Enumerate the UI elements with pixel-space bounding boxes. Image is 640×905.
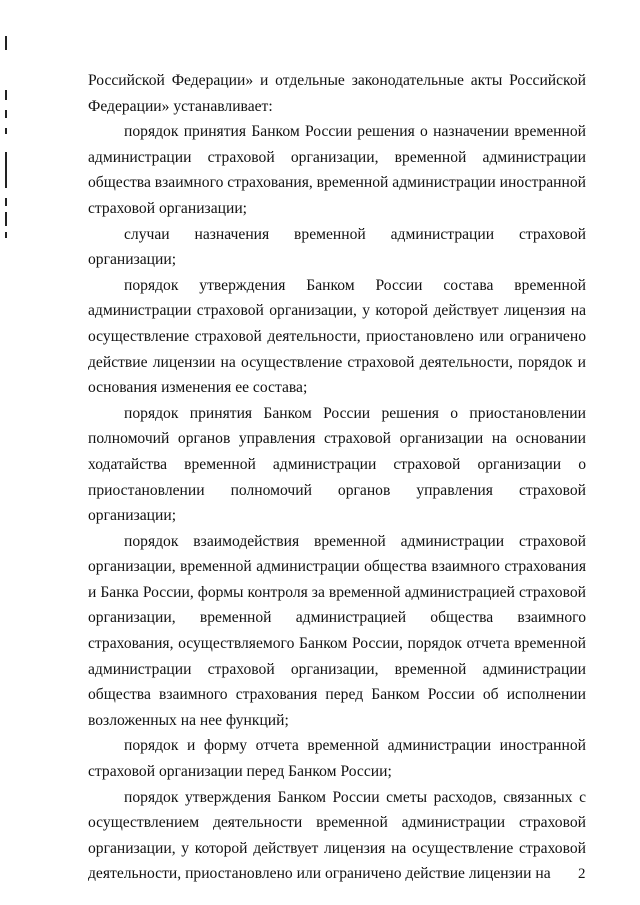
binding-mark — [5, 110, 7, 118]
page-number: 2 — [578, 866, 586, 882]
paragraph-composition-approval: порядок утверждения Банком России состава временной администрации страховой организации, у которой действует лицензия на осуществление страховой деятельности, приостановлено или ограничено действие лицензии на осуществление страховой деятельности, порядок и основания изменения ее состава; — [88, 276, 586, 397]
binding-marks — [5, 0, 9, 260]
paragraph-report-form: порядок и форму отчета временной администрации иностранной страховой организации перед Банком России; — [88, 737, 586, 781]
paragraph-continuation: Российской Федерации» и отдельные законодательные акты Российской Федерации» устанавливает: — [88, 72, 586, 115]
paragraph-powers-suspension: порядок принятия Банком России решения о приостановлении полномочий органов управления страховой организации на основании ходатайства временной администрации страховой организации о приостановлении полномочий органов управления страховой организации; — [88, 404, 586, 525]
binding-mark — [5, 36, 7, 50]
binding-mark — [5, 152, 7, 188]
binding-mark — [5, 212, 7, 226]
paragraph-appointment-cases: случаи назначения временной администрации страховой организации; — [88, 225, 586, 269]
binding-mark — [5, 232, 7, 238]
paragraph-interaction-procedure: порядок взаимодействия временной администрации страховой организации, временной администрации общества взаимного страхования и Банка России, формы контроля за временной администрацией страховой организации, временной администрацией общества взаимного страхования, осуществляемого Банком России, порядок отчета временной администрации страховой организации, временной администрации общества взаимного страхования перед Банком России об исполнении возложенных на нее функций; — [88, 532, 586, 729]
binding-mark — [5, 90, 7, 100]
paragraph-appointment-procedure: порядок принятия Банком России решения о назначении временной администрации страховой организации, временной администрации общества взаимного страхования, временной администрации иностранной страховой организации; — [88, 123, 586, 217]
binding-mark — [5, 128, 7, 134]
paragraph-budget-approval: порядок утверждения Банком России сметы расходов, связанных с осуществлением деятельности временной администрации страховой организации, у которой действует лицензия на осуществление страховой деятельности, приостановлено или ограничено действие лицензии на — [88, 788, 586, 883]
body-text — [88, 68, 586, 887]
binding-mark — [5, 198, 7, 206]
